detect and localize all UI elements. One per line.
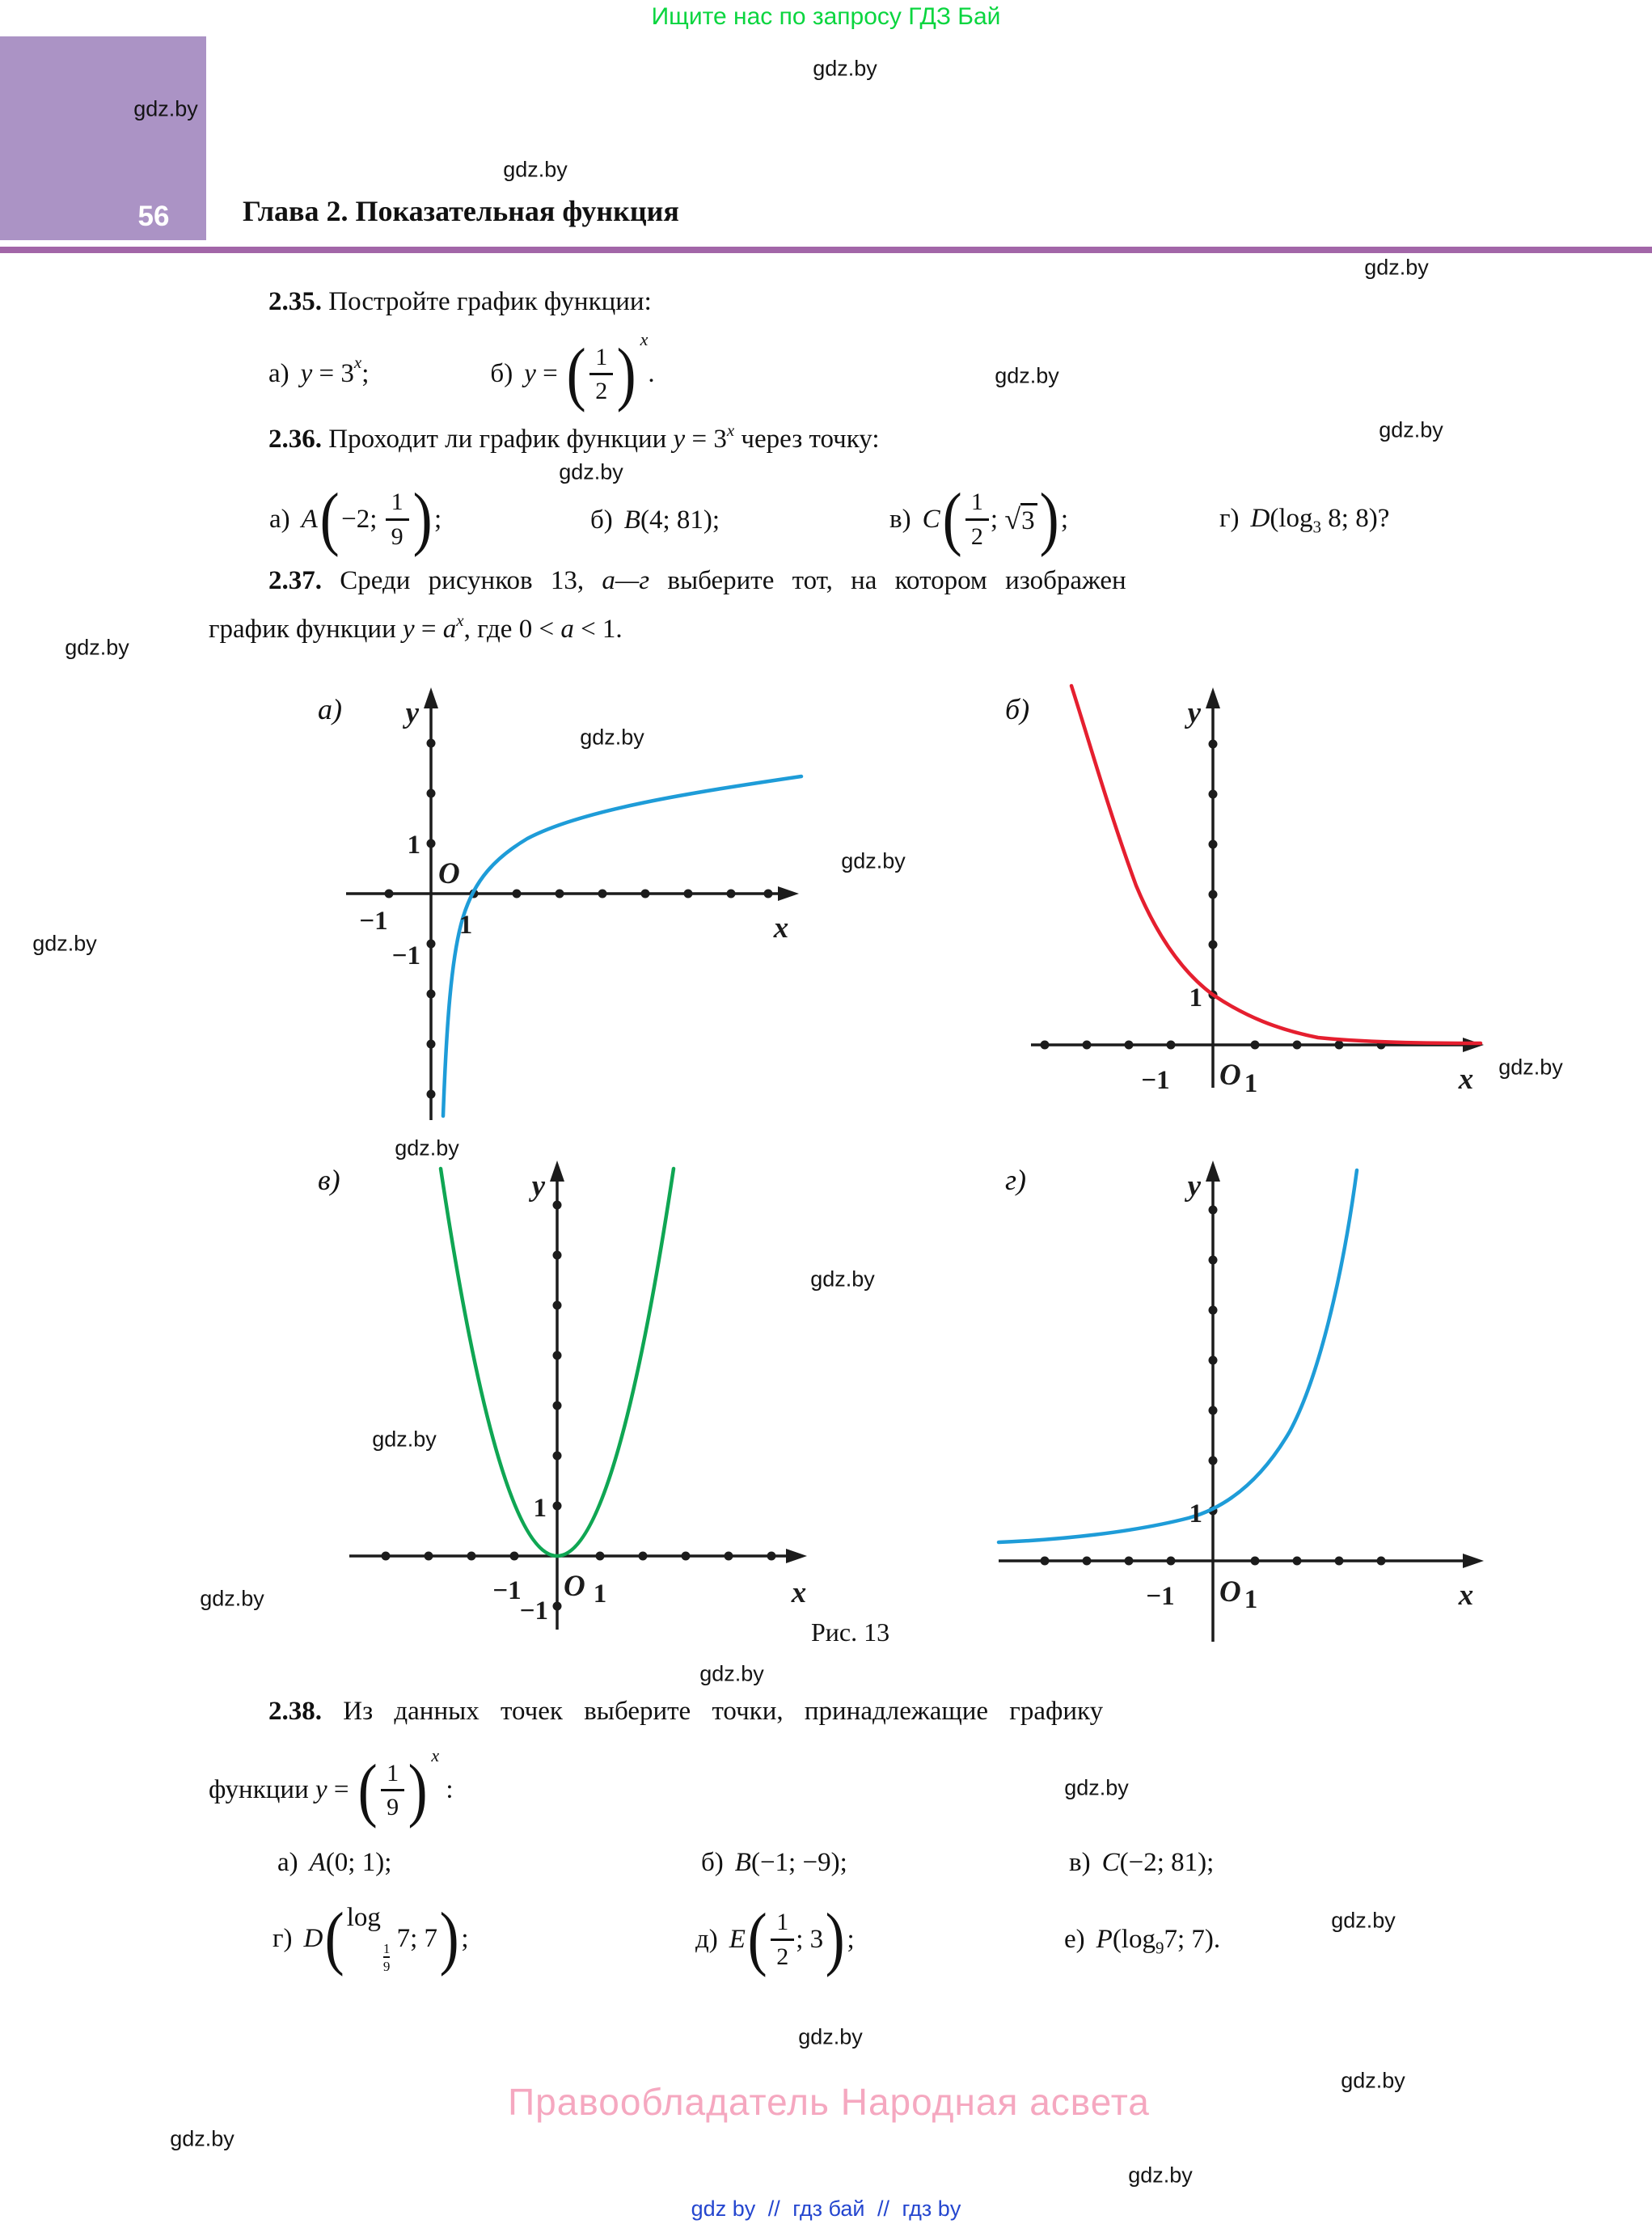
watermark: gdz.by	[1331, 1908, 1396, 1933]
watermark: gdz.by	[133, 96, 198, 121]
link-separator: //	[877, 2197, 890, 2221]
right-paren: )	[408, 1750, 428, 1829]
point-name: C	[1101, 1848, 1120, 1877]
tick-minus1-x: −1	[492, 1576, 522, 1605]
watermark: gdz.by	[813, 56, 877, 81]
math-var: y	[524, 359, 536, 388]
page-number-box	[0, 36, 206, 240]
watermark: gdz.by	[372, 1427, 437, 1452]
graph-b	[966, 683, 1504, 1136]
problem-number: 2.35.	[268, 287, 322, 316]
math-exponent: x	[353, 353, 362, 372]
problem-2-37-line2: график функции $y = a^x$, где 0 < a < 1.	[209, 611, 623, 644]
y-axis-arrow	[550, 1161, 564, 1182]
left-paren: (	[357, 1750, 378, 1829]
point-name: E	[729, 1924, 746, 1954]
right-paren: )	[616, 334, 636, 413]
left-paren: (	[319, 480, 340, 559]
right-paren: )	[412, 480, 433, 559]
point-name: A	[309, 1848, 326, 1877]
left-paren: (	[747, 1900, 767, 1979]
y-axis-label: y	[1187, 1169, 1201, 1203]
point-2-36-a: а) A ( −2; $\frac{1}{9}$ ) ;	[269, 480, 442, 559]
footer-link-gdz-by2[interactable]: гдз by	[902, 2197, 961, 2221]
x-axis-label: x	[1458, 1063, 1474, 1096]
watermark: gdz.by	[559, 459, 623, 484]
point-2-36-b: б) B(4; 81);	[590, 505, 720, 535]
point-2-38-b: б) B(−1; −9);	[701, 1848, 847, 1877]
tick-1-y: 1	[1189, 983, 1202, 1013]
y-axis-arrow	[424, 687, 438, 708]
problem-text: Проходит ли график функции	[328, 425, 674, 454]
figure-caption: Рис. 13	[811, 1617, 890, 1647]
watermark: gdz.by	[798, 2024, 863, 2049]
watermark: gdz.by	[841, 848, 906, 873]
axis-dots	[382, 1201, 776, 1611]
right-paren: )	[825, 1900, 845, 1979]
point-name: A	[301, 504, 318, 534]
origin-label: O	[1219, 1575, 1241, 1609]
problem-2-37-line1: 2.37. Среди рисунков 13, а—г выберите тот, на котором изображен	[268, 566, 1126, 595]
fraction: $\frac{1}{2}$	[589, 345, 613, 404]
fraction: $\frac{1}{2}$	[771, 1909, 794, 1969]
axis-dots	[385, 739, 773, 1099]
watermark: gdz.by	[170, 2126, 234, 2151]
watermark: gdz.by	[1064, 1775, 1129, 1800]
graph-v	[315, 1156, 837, 1642]
fraction: $\frac{1}{9}$	[381, 1761, 404, 1820]
tick-minus1-x: −1	[1141, 1066, 1170, 1095]
point-name: B	[734, 1848, 751, 1877]
graph-a-label: а)	[318, 693, 342, 725]
log-base-fraction: $\frac{1}{9}$	[382, 1941, 391, 1974]
log-curve	[443, 776, 801, 1116]
tick-1-x: 1	[1244, 1585, 1258, 1614]
point-name: D	[1250, 504, 1270, 533]
footer-link-gdz-bai[interactable]: гдз бай	[792, 2197, 865, 2221]
x-axis-arrow	[778, 886, 799, 901]
origin-label: O	[564, 1570, 585, 1603]
watermark: gdz.by	[395, 1135, 459, 1161]
watermark: gdz.by	[503, 157, 568, 182]
tick-minus1-x: −1	[1146, 1582, 1175, 1611]
watermark: gdz.by	[580, 725, 644, 750]
increasing-exp-curve	[999, 1170, 1357, 1542]
tick-minus1-y: −1	[519, 1596, 548, 1626]
math-run: = 3	[312, 359, 354, 388]
tick-1-x: 1	[1244, 1069, 1258, 1098]
copyright-notice: Правообладатель Народная асвета	[508, 2081, 1150, 2123]
point-name: P	[1096, 1925, 1113, 1954]
watermark: gdz.by	[65, 635, 129, 660]
item-b-label: б)	[490, 359, 513, 388]
tick-minus1-y: −1	[391, 941, 420, 970]
log-with-frac-base: log $\frac{1}{9}$	[346, 1903, 391, 1974]
y-axis-label: y	[405, 696, 419, 729]
tick-1-x: 1	[593, 1579, 607, 1609]
x-axis-arrow	[1463, 1554, 1484, 1568]
math-var: y	[300, 359, 313, 388]
x-axis-label: x	[773, 911, 789, 945]
problem-2-38-line1: 2.38. Из данных точек выберите точки, принадлежащие графику	[268, 1697, 1104, 1726]
promo-banner: Ищите нас по запросу ГДЗ Бай	[651, 3, 1001, 30]
log-base: 3	[1312, 517, 1322, 537]
math-run: ;	[361, 359, 370, 388]
point-2-36-d: г) $D(\log_3$ 8; 8)?	[1219, 504, 1390, 537]
origin-label: O	[1219, 1059, 1241, 1092]
watermark: gdz.by	[1379, 417, 1443, 442]
x-axis-label: x	[1458, 1579, 1474, 1612]
watermark: gdz.by	[1364, 255, 1429, 280]
point-2-38-e: д) E ( $\frac{1}{2}$ ; 3 ) ;	[695, 1900, 855, 1979]
point-2-36-c: в) C ( $\frac{1}{2}$ ; √ 3 ) ;	[889, 480, 1069, 559]
point-2-38-a: а) A(0; 1);	[277, 1848, 392, 1877]
chapter-title: Глава 2. Показательная функция	[243, 195, 679, 227]
point-name: B	[623, 505, 640, 535]
page-number: 56	[137, 201, 170, 232]
math-exponent: x	[431, 1745, 440, 1765]
x-axis-arrow	[786, 1549, 807, 1563]
axes	[999, 1174, 1471, 1642]
y-axis-label: y	[1187, 696, 1201, 729]
graph-b-label: б)	[1005, 693, 1030, 725]
tick-1-x: 1	[458, 911, 473, 940]
x-axis-label: x	[791, 1576, 807, 1609]
point-2-38-f: е) $P(\log_97$; 7).	[1064, 1925, 1221, 1958]
problem-2-35-items	[268, 328, 655, 421]
left-paren: (	[325, 1899, 345, 1978]
footer-links	[0, 2197, 1652, 2222]
point-2-38-c: в) C(−2; 81);	[1069, 1848, 1215, 1877]
radical-sign: √	[1004, 503, 1021, 535]
decreasing-exp-curve	[1071, 686, 1481, 1043]
axes	[1031, 701, 1471, 1088]
math-run: .	[648, 359, 655, 388]
point-2-38-d: г) D ( log $\frac{1}{9}$ 7; 7 ) ;	[273, 1899, 469, 1978]
problem-text: Постройте график функции:	[328, 287, 652, 316]
fraction: $\frac{1}{9}$	[386, 489, 409, 549]
left-paren: (	[942, 480, 962, 559]
right-paren: )	[439, 1899, 459, 1978]
watermark: gdz.by	[810, 1266, 875, 1292]
watermark: gdz.by	[200, 1586, 264, 1611]
tick-1-y: 1	[1189, 1499, 1202, 1528]
log-base: 9	[1155, 1938, 1164, 1958]
watermark: gdz.by	[1498, 1055, 1563, 1080]
header-rule	[0, 247, 1652, 253]
math-run: =	[535, 359, 564, 388]
watermark: gdz.by	[995, 363, 1059, 388]
tick-1-y: 1	[533, 1494, 547, 1523]
item-a-label: а)	[268, 359, 289, 388]
y-axis-arrow	[1206, 687, 1220, 708]
point-name: C	[922, 504, 940, 534]
origin-label: O	[438, 857, 460, 890]
watermark: gdz.by	[1341, 2068, 1405, 2093]
math-exponent: x	[640, 329, 649, 349]
graph-g-label: г)	[1005, 1164, 1027, 1196]
problem-2-38-line2: функции y = ( $\frac{1}{9}$ ) x :	[209, 1745, 454, 1829]
tick-1-y: 1	[407, 831, 420, 860]
problem-2-35-title	[268, 285, 652, 319]
problem-2-36-title: 2.36. Проходит ли график функции $y = 3^x$ через точку:	[268, 421, 880, 454]
right-paren: )	[1039, 480, 1059, 559]
problem-number: 2.38.	[268, 1697, 322, 1726]
y-axis-arrow	[1206, 1161, 1220, 1182]
y-axis-label: y	[531, 1169, 545, 1203]
watermark: gdz.by	[699, 1661, 764, 1686]
link-separator: //	[767, 2197, 780, 2221]
graph-a	[315, 683, 813, 1124]
watermark: gdz.by	[32, 931, 97, 956]
problem-number: 2.36.	[268, 425, 322, 454]
graph-v-label: в)	[318, 1164, 340, 1196]
point-name: D	[303, 1923, 323, 1953]
axes	[349, 1174, 794, 1630]
footer-link-gdz-by[interactable]: gdz by	[691, 2197, 756, 2221]
radicand: 3	[1020, 503, 1037, 535]
axes	[346, 701, 786, 1120]
tick-minus1-x: −1	[359, 907, 388, 936]
watermark: gdz.by	[1128, 2163, 1193, 2188]
fraction: $\frac{1}{2}$	[965, 489, 989, 549]
graph-g	[966, 1156, 1504, 1654]
problem-number: 2.37.	[268, 566, 322, 595]
left-paren: (	[566, 334, 586, 413]
